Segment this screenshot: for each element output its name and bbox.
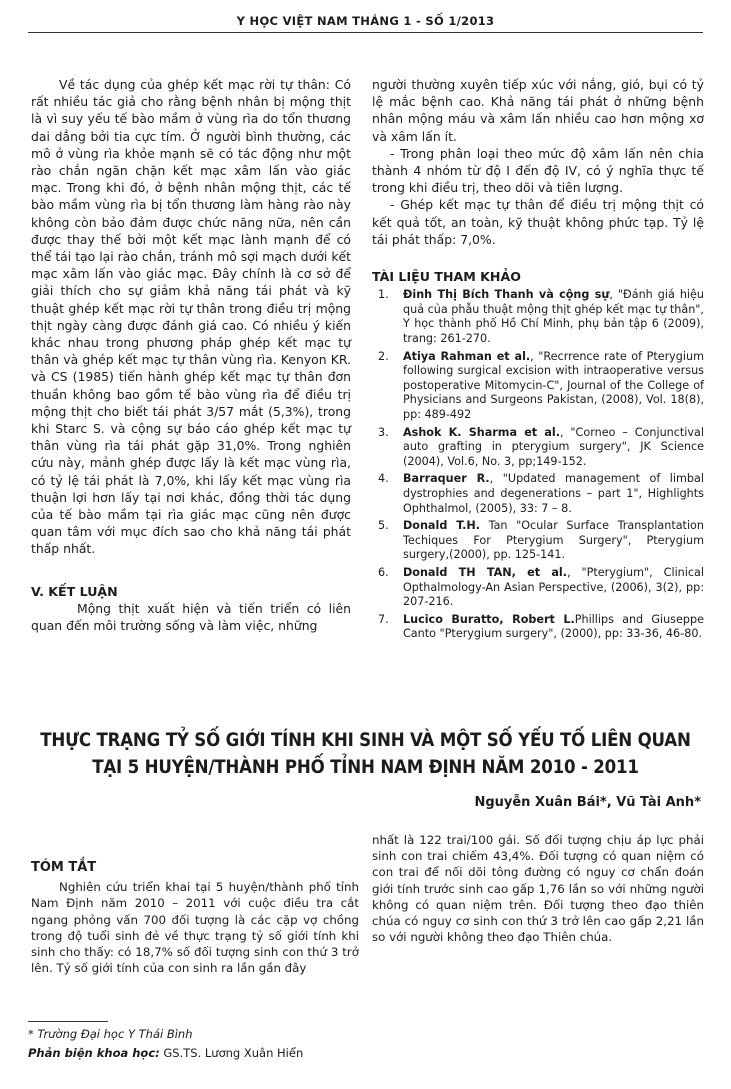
- right-column: [372, 76, 704, 645]
- reference-item: 4. Barraquer R., "Updated management of limbal dystrophies and degenerations – part 1", Highlights Ophthalmol, (2005), 33: 7 – 8.: [378, 472, 704, 515]
- abstract-paragraph-start: Nghiên cứu triển khai tại 5 huyện/thành phố tỉnh Nam Định năm 2010 – 2011 với cuộc điều tra cắt ngang phỏng vấn 700 đối tượng là các cặp vợ chồng trong độ tuổi sinh đẻ về thực trạng tỷ số giới tính khi sinh cho thấy: có 18,7% số đối tượng sinh con thứ 3 trở lên. Tỷ số giới tính của con sinh ra lần gần đây: [31, 880, 359, 976]
- conclusion-bullet-2: - Ghép kết mạc tự thân để điều trị mộng thịt có kết quả tốt, an toàn, kỹ thuật không phức tạp. Tỷ lệ tái phát thấp: 7,0%.: [372, 197, 704, 247]
- abstract-right-column: [372, 832, 704, 945]
- header-rule: [28, 32, 703, 33]
- reference-item: 3. Ashok K. Sharma et al., "Corneo – Conjunctival auto grafting in pterygium surgery", JK Science (2004), Vol.6, No. 3, pp;149-152.: [378, 425, 704, 468]
- reference-item: 2. Atiya Rahman et al., "Recrrence rate of Pterygium following surgical excision with intraoperative versus postoperative Mitomycin-C", Journal of the College of Physicians and Surgeons Pakistan, (2008), Vol. 18(8), pp: 489-492: [378, 349, 705, 421]
- reference-item: 1. Đinh Thị Bích Thanh và cộng sự, "Đánh giá hiệu quả của phẫu thuật mộng thịt ghép kết mạc tự thân", Y học thành phố Hồ Chí Minh, phụ bản tập 6 (2009), trang: 261-270.: [378, 288, 704, 346]
- reference-item: 7. Lucico Buratto, Robert L.Phillips and Giuseppe Canto "Pterygium surgery", (2000), pp: 33-36, 46-80.: [378, 612, 704, 641]
- conclusion-paragraph-start: Mộng thịt xuất hiện và tiến triển có liên quan đến môi trường sống và làm việc, những: [31, 600, 351, 634]
- abstract-left-column: [31, 860, 359, 976]
- left-column: [31, 76, 351, 634]
- footnote-reviewer: [28, 1046, 303, 1060]
- references-heading: TÀI LIỆU THAM KHẢO: [372, 269, 521, 285]
- reviewer-name: GS.TS. Lương Xuân Hiển: [159, 1046, 304, 1060]
- discussion-paragraph: Về tác dụng của ghép kết mạc rời tự thân: Có rất nhiều tác giả cho rằng bệnh nhân bị mộng thịt là vì suy yếu tế bào mầm ở vùng rìa do tổn thương dai dẳng bởi tia cực tím. Ở người bình thường, các mô ở vùng rìa khỏe mạnh sẽ có tác động như một rào chắn ngăn chặn kết mạc xâm lấn vào giác mạc. Trong khi đó, ở bệnh nhân mộng thịt, các tế bào mầm vùng rìa bị tổn thương làm hàng rào này không còn bảo đảm được chức năng nữa, nên cần được thay thế bởi một kết mạc lành mạnh để có thể tái tạo lại rào chắn, tránh mô sợi mạch dưới kết mạc xâm lấn vào giác mạc. Đây chính là cơ sở để giải thích cho sự giảm khả năng tái phát và kỹ thuật ghép kết mạc rời tự thân trong điều trị mộng thịt ngày càng được đánh giá cao. Có nhiều ý kiến khác nhau trong phương pháp ghép kết mạc tự thân và ghép kết mạc tự thân vùng rìa. Kenyon KR. và CS (1985) tiến hành ghép kết mạc tự thân đơn thuần không bao gồm tế bào vùng rìa để điều trị mộng thịt cho biết tái phát 3/57 mắt (5,3%), trong khi Starc S. và cộng sự báo cáo ghép kết mạc tự thân vùng rìa tái phát gặp 31,0%. Trong nghiên cứu này, mảnh ghép được lấy là kết mạc vùng rìa, có tỷ lệ tái phát là 7,0%, khi lấy kết mạc vùng rìa thuận lợi hơn lấy tại nơi khác, đồng thời tác dụng của tế bào mầm tại rìa giác mạc cũng nên được quan tâm với mục đích sao cho khả năng tái phát thấp nhất.: [31, 77, 351, 557]
- abstract-paragraph-cont: nhất là 122 trai/100 gái. Số đối tượng chịu áp lực phải sinh con trai chiếm 43,4%. Đối tượng có quan niệm có con trai để nối dõi tông đường có nguy cơ chẩn đoán giới tính trước sinh cao gấp 1,76 lần so với những người không có quan niệm trên. Đối tượng theo đạo thiên chúa có nguy cơ sinh con thứ 3 trở lên cao gấp 2,21 lần so với người không theo đạo Thiên chúa.: [372, 833, 704, 945]
- article-authors: Nguyễn Xuân Bái*, Vũ Tài Anh*: [474, 795, 701, 810]
- running-header: Y HỌC VIỆT NAM THÁNG 1 - SỐ 1/2013: [236, 14, 495, 28]
- abstract-heading: TÓM TẮT: [31, 860, 97, 875]
- footnote-rule: [28, 1021, 108, 1022]
- reference-list: [372, 288, 704, 642]
- conclusion-bullet-1: - Trong phân loại theo mức độ xâm lấn nên chia thành 4 nhóm từ độ I đến độ IV, có ý nghĩa thực tế trong khi điều trị, theo dõi và tiên lượng.: [372, 145, 704, 196]
- conclusion-paragraph-cont: người thường xuyên tiếp xúc với nắng, gió, bụi có tỷ lệ mắc bệnh cao. Khả năng tái phát ở những bệnh nhân mộng máu và xâm lấn nhiều cao hơn mộng xơ và xâm lấn ít.: [372, 77, 704, 144]
- article-title-line-1: THỰC TRẠNG TỶ SỐ GIỚI TÍNH KHI SINH VÀ MỘT SỐ YẾU TỐ LIÊN QUAN: [40, 730, 691, 751]
- reviewer-label: Phản biện khoa học:: [28, 1046, 160, 1060]
- reference-item: 5. Donald T.H. Tan "Ocular Surface Transplantation Techiques For Pterygium Surgery", Pterygium surgery,(2000), pp. 125-141.: [378, 519, 704, 562]
- footnote-affiliation: * Trường Đại học Y Thái Bình: [28, 1027, 193, 1041]
- reference-item: 6. Donald TH TAN, et al., "Pterygium", Clinical Opthalmology-An Asian Perspective, (2006), 3(2), pp: 207-216.: [378, 565, 704, 609]
- conclusion-heading: V. KẾT LUẬN: [31, 583, 118, 599]
- article-title-line-2: TẠI 5 HUYỆN/THÀNH PHỐ TỈNH NAM ĐỊNH NĂM 2010 - 2011: [92, 757, 639, 778]
